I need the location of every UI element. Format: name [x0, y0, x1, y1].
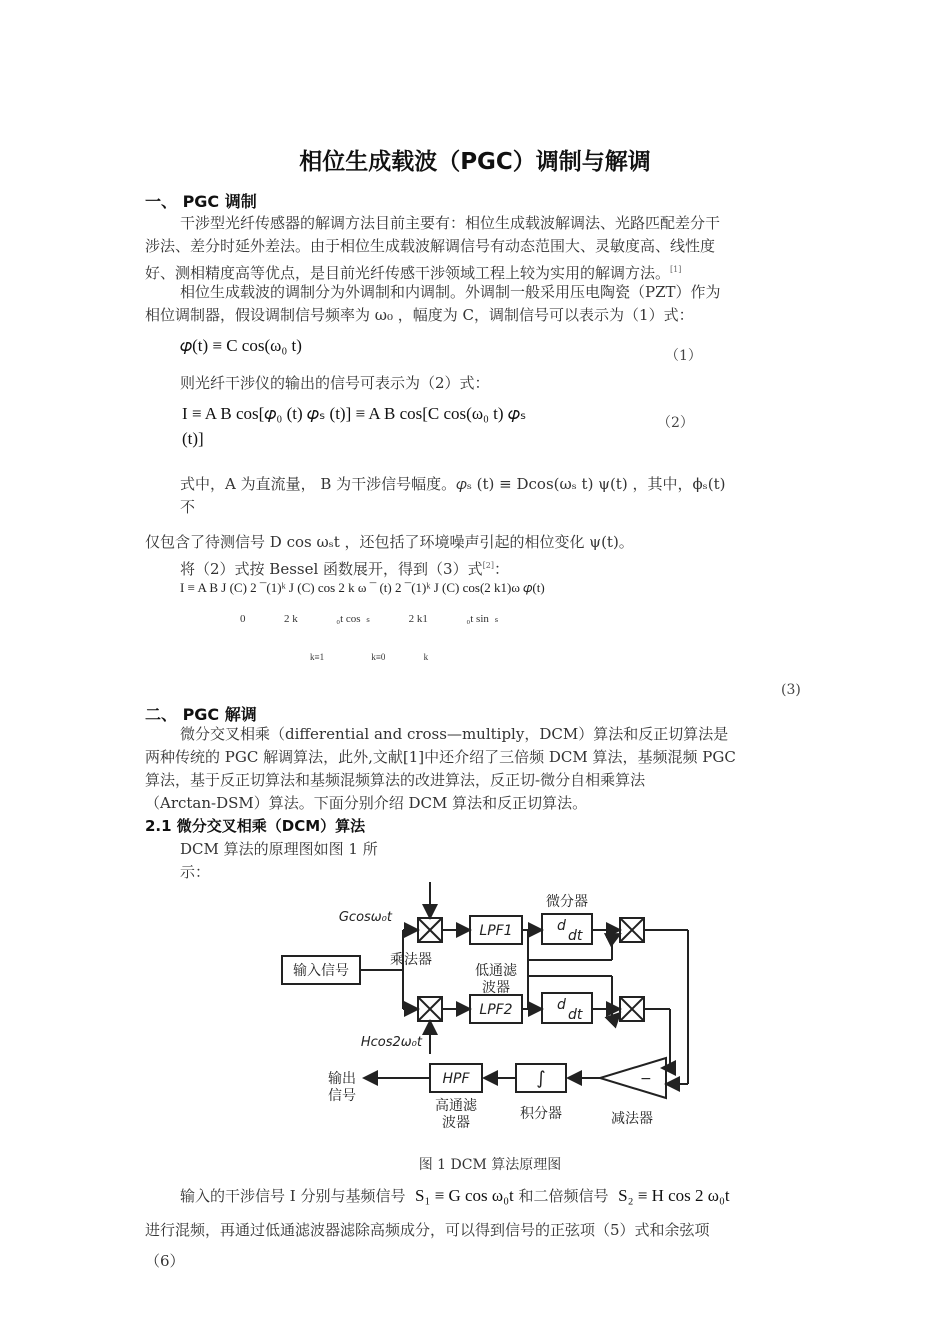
hpf-text: HPF	[442, 1071, 470, 1087]
section2-heading: 二、 PGC 解调	[145, 705, 257, 724]
s2-para-line4: （Arctan-DSM）算法。下面分别介绍 DCM 算法和反正切算法。	[145, 794, 588, 812]
sub-para-line1: DCM 算法的原理图如图 1 所	[180, 840, 378, 858]
after-figure-line1: 输入的干涉信号 I 分别与基频信号 S₁ ≡ G cos ω₀t 和二倍频信号 S₂ ≡ H cos 2 ω₀t	[180, 1186, 730, 1205]
hpf-label-2: 波器	[442, 1115, 470, 1131]
hpf-label-1: 高通滤	[435, 1098, 477, 1114]
integrator-label: 积分器	[520, 1106, 562, 1122]
equation-1-number: （1）	[665, 348, 702, 364]
input-signal-label: 输入信号	[293, 963, 349, 979]
ddt-1-d: d	[557, 918, 566, 934]
equation-3-line1: I ≡ A B J (C) 2 ¯(1)ᵏ J (C) cos 2 k ω ¯ (t) 2 ¯(1)ᵏ J (C) cos(2 k1)ω 𝜑(t)	[180, 580, 545, 595]
para2-line2: 相位调制器，假设调制信号频率为 ω₀ ，幅度为 C，调制信号可以表示为（1）式：	[145, 306, 694, 324]
equation-3-line2: 0 2 k ₀t cos ₛ 2 k1 ₀t sin ₛ	[240, 613, 499, 625]
equation-1: 𝜑(t) ≡ C cos(ω₀ t)	[180, 336, 302, 355]
para1-line3: 好、测相精度高等优点，是目前光纤传感干涉领域工程上较为实用的解调方法。[1]	[145, 264, 682, 282]
differentiator-1-box	[542, 914, 592, 944]
after-figure-line3: （6）	[145, 1252, 185, 1270]
s2-para-line3: 算法，基于反正切算法和基频混频算法的改进算法，反正切-微分自相乘算法	[145, 771, 646, 789]
integral-icon: ∫	[536, 1068, 546, 1089]
s2-para-line2: 两种传统的 PGC 解调算法，此外,文献[1]中还介绍了三倍频 DCM 算法，基频混频 PGC	[145, 748, 736, 766]
ref2: [2]	[482, 561, 494, 570]
equation-2-line1: I ≡ A B cos[𝜑₀ (t) 𝜑ₛ (t)] ≡ A B cos[C cos(ω₀ t) 𝜑ₛ	[182, 404, 527, 423]
s2-formula: S₂ ≡ H cos 2 ω₀t	[618, 1186, 730, 1205]
where-line1: 式中，A 为直流量， B 为干涉信号幅度。𝜑ₛ (t) ≡ Dcos(ωₛ t) ψ(t) ，其中，ϕₛ(t)	[180, 475, 726, 493]
differentiator-2-box	[542, 993, 592, 1023]
lpf1-text: LPF1	[479, 923, 513, 939]
after-eq1-text: 则光纤干涉仪的输出的信号可表示为（2）式：	[180, 374, 490, 392]
after-figure-line2: 进行混频，再通过低通滤波器滤除高频成分，可以得到信号的正弦项（5）式和余弦项	[145, 1221, 710, 1239]
lpf2-text: LPF2	[479, 1002, 513, 1018]
subsection-heading: 2.1 微分交叉相乘（DCM）算法	[145, 817, 366, 835]
ref1: [1]	[670, 265, 682, 274]
where-line2: 仅包含了待测信号 D cos ωₛt ，还包括了环境噪声引起的相位变化 ψ(t)。	[145, 533, 634, 551]
output-label-2: 信号	[328, 1088, 356, 1104]
ddt-2-d: d	[557, 997, 566, 1013]
differentiator-label: 微分器	[546, 894, 588, 910]
h-carrier-label: Hcos2ω₀t	[360, 1035, 422, 1050]
equation-3-number: (3)	[781, 682, 801, 698]
subtractor-label: 减法器	[611, 1111, 653, 1127]
lpf-label-1: 低通滤	[475, 963, 517, 979]
equation-2-line2: (t)]	[182, 429, 204, 448]
g-carrier-label: Gcosω₀t	[338, 910, 392, 925]
minus-sign: −	[640, 1071, 652, 1087]
mixer-label: 乘法器	[390, 952, 432, 968]
ddt-1-dt: dt	[568, 928, 583, 944]
ddt-2-dt: dt	[568, 1007, 583, 1023]
para2-line1: 相位生成载波的调制分为外调制和内调制。外调制一般采用压电陶瓷（PZT）作为	[180, 283, 721, 301]
equation-2-number: （2）	[657, 415, 694, 431]
lpf-label-2: 波器	[482, 980, 510, 996]
dcm-diagram	[270, 878, 710, 1138]
figure-caption: 图 1 DCM 算法原理图	[418, 1157, 562, 1173]
page-title: 相位生成载波（PGC）调制与解调	[299, 149, 651, 175]
equation-3-line3: k≡1 k≡0 k	[310, 652, 429, 662]
sub-para-line2: 示：	[180, 863, 211, 881]
s2-para-line1: 微分交叉相乘（differential and cross—multiply，DCM）算法和反正切算法是	[180, 725, 729, 743]
where-line1b: 不	[180, 498, 196, 516]
s1-formula: S₁ ≡ G cos ω₀t	[415, 1186, 514, 1205]
bessel-line: 将（2）式按 Bessel 函数展开，得到（3）式[2]：	[180, 560, 509, 578]
output-label-1: 输出	[328, 1071, 356, 1087]
para1-line2: 涉法、差分时延外差法。由于相位生成载波解调信号有动态范围大、灵敏度高、线性度	[145, 237, 716, 255]
section1-heading: 一、 PGC 调制	[145, 192, 257, 211]
subtractor-triangle	[600, 1058, 666, 1098]
para1-line1: 干涉型光纤传感器的解调方法目前主要有：相位生成载波解调法、光路匹配差分干	[180, 214, 721, 232]
